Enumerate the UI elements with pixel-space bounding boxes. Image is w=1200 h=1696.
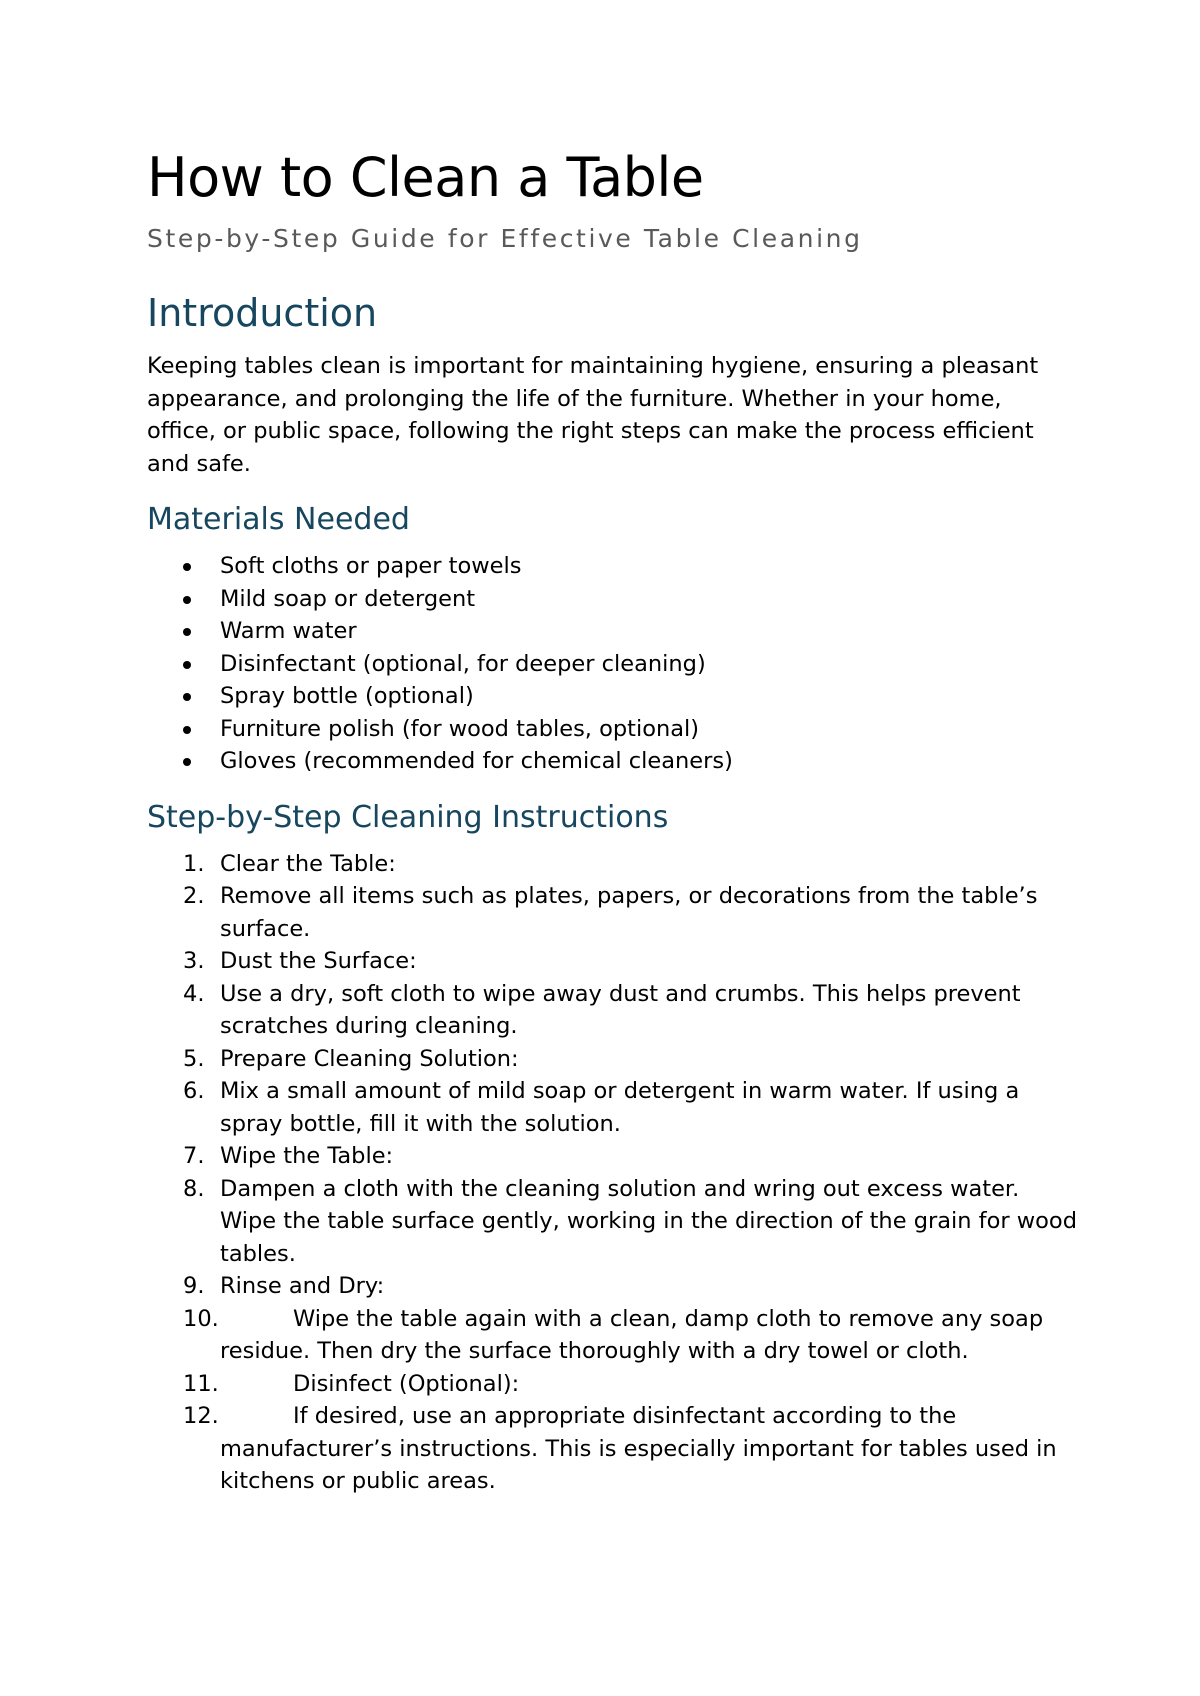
step-number: 5.: [183, 1045, 205, 1072]
material-item: Soft cloths or paper towels: [220, 553, 522, 579]
steps-list: [147, 848, 1080, 1498]
step-number: 1.: [183, 850, 205, 877]
step-text: If desired, use an appropriate disinfectant according to the manufacturer’s instructions. This is especially important for tables used in kitchens or public areas.: [220, 1403, 1057, 1494]
list-item: [147, 1140, 1080, 1173]
step-number: 12.: [183, 1403, 219, 1429]
material-item: Furniture polish (for wood tables, optional): [220, 715, 700, 742]
introduction-paragraph: Keeping tables clean is important for maintaining hygiene, ensuring a pleasant appearance, and prolonging the life of the furniture. Whether in your home, office, or public space, following the right steps can make the process efficient and safe.: [147, 353, 1039, 477]
list-item: [147, 1368, 1080, 1401]
step-number: 3.: [183, 948, 205, 974]
step-text: Disinfect (Optional):: [293, 1370, 520, 1397]
list-item: [147, 615, 1080, 648]
step-text: Remove all items such as plates, papers, or decorations from the table’s surface.: [220, 883, 1038, 942]
materials-list: [147, 550, 1080, 778]
list-item: [147, 745, 1080, 778]
bullet-icon: [183, 693, 191, 701]
list-item: [147, 550, 1080, 583]
bullet-icon: [183, 596, 191, 604]
page-title: How to Clean a Table: [147, 146, 704, 209]
list-item: [147, 680, 1080, 713]
bullet-icon: [183, 726, 191, 734]
list-item: [147, 1303, 1080, 1368]
step-text: Prepare Cleaning Solution:: [220, 1045, 519, 1072]
step-number: 4.: [183, 980, 205, 1007]
step-text: Wipe the table again with a clean, damp cloth to remove any soap residue. Then dry the surface thoroughly with a dry towel or cloth.: [220, 1305, 1044, 1364]
list-item: [147, 978, 1080, 1043]
step-text: Dust the Surface:: [220, 948, 417, 974]
step-text: Use a dry, soft cloth to wipe away dust and crumbs. This helps prevent scratches during cleaning.: [220, 980, 1021, 1039]
materials-heading: Materials Needed: [147, 502, 410, 537]
step-text: Dampen a cloth with the cleaning solution and wring out excess water. Wipe the table surface gently, working in the direction of the grain for wood tables.: [220, 1175, 1077, 1267]
list-item: [147, 1270, 1080, 1303]
step-number: 9.: [183, 1273, 205, 1299]
step-number: 11.: [183, 1370, 219, 1397]
list-item: [147, 1043, 1080, 1076]
step-number: 7.: [183, 1143, 205, 1169]
bullet-icon: [183, 758, 191, 766]
step-text: Mix a small amount of mild soap or detergent in warm water. If using a spray bottle, fill it with the solution.: [220, 1078, 1020, 1137]
list-item: [147, 713, 1080, 746]
list-item: [147, 880, 1080, 945]
material-item: Warm water: [220, 618, 357, 644]
step-number: 2.: [183, 883, 205, 909]
step-number: 6.: [183, 1078, 205, 1104]
step-text: Clear the Table:: [220, 850, 396, 877]
list-item: [147, 1075, 1080, 1140]
list-item: [147, 1173, 1080, 1271]
list-item: [147, 583, 1080, 616]
bullet-icon: [183, 628, 191, 636]
list-item: [147, 945, 1080, 978]
bullet-icon: [183, 563, 191, 571]
list-item: [147, 648, 1080, 681]
step-number: 10.: [183, 1305, 219, 1332]
steps-heading: Step-by-Step Cleaning Instructions: [147, 799, 669, 835]
step-number: 8.: [183, 1175, 205, 1202]
bullet-icon: [183, 661, 191, 669]
material-item: Spray bottle (optional): [220, 683, 474, 709]
list-item: [147, 848, 1080, 881]
material-item: Gloves (recommended for chemical cleaners): [220, 748, 733, 774]
list-item: [147, 1400, 1080, 1498]
material-item: Disinfectant (optional, for deeper cleaning): [220, 650, 706, 677]
introduction-heading: Introduction: [147, 291, 378, 335]
step-text: Wipe the Table:: [220, 1143, 394, 1169]
material-item: Mild soap or detergent: [220, 585, 476, 612]
step-text: Rinse and Dry:: [220, 1273, 385, 1299]
page-subtitle: Step-by-Step Guide for Effective Table Cleaning: [147, 224, 863, 253]
